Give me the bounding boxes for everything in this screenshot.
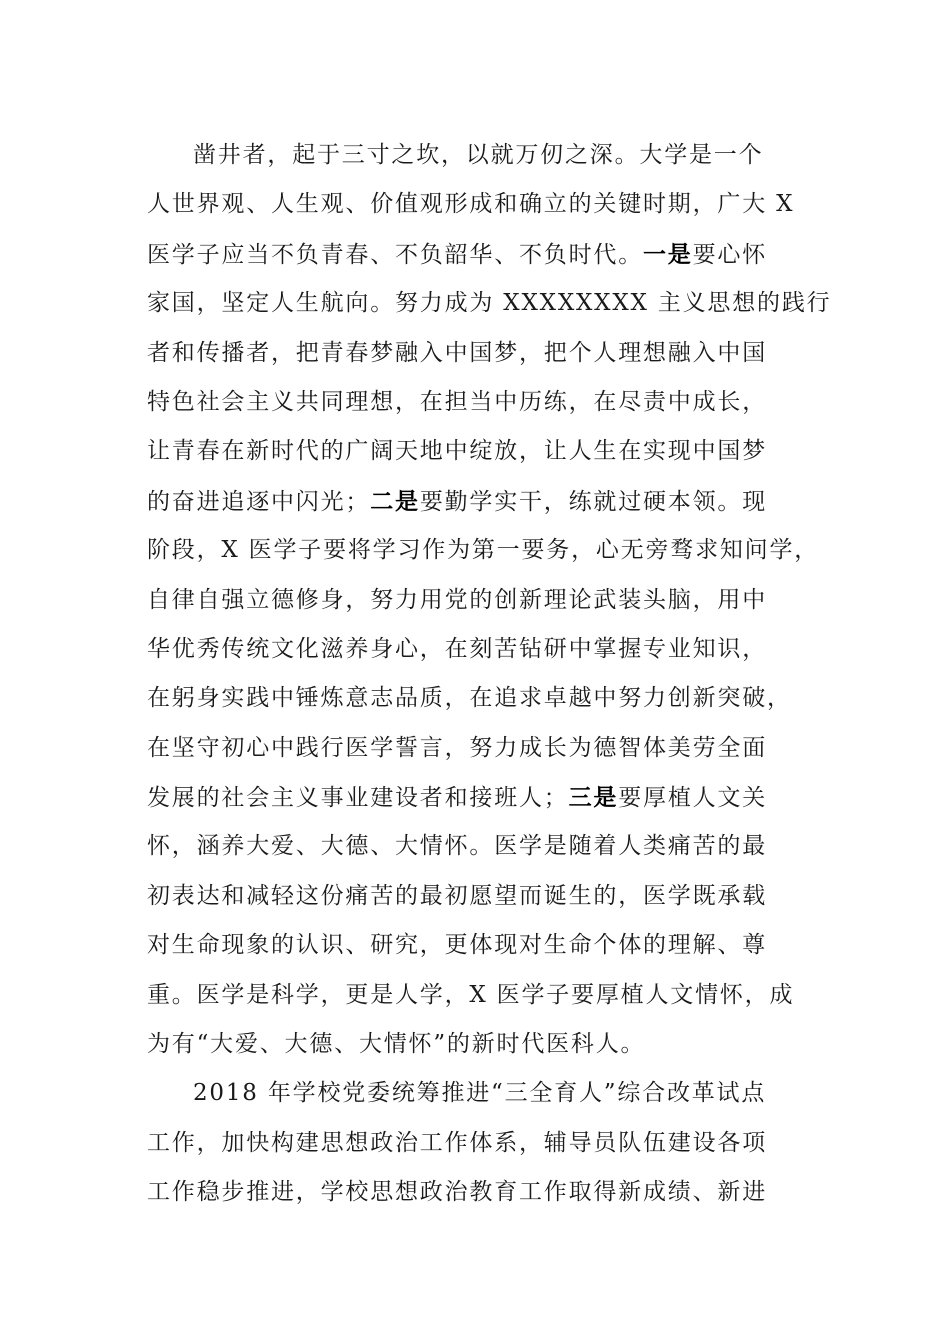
- emphasis-first: 一是: [643, 240, 693, 268]
- text-line: 工作稳步推进，学校思想政治教育工作取得新成绩、新进: [147, 1179, 767, 1206]
- text-line: 者和传播者，把青春梦融入中国梦，把个人理想融入中国: [147, 339, 767, 366]
- text-line: 在坚守初心中践行医学誓言，努力成长为德智体美劳全面: [147, 734, 767, 761]
- text-line: 为有“大爱、大德、大情怀”的新时代医科人。: [147, 1031, 646, 1058]
- text-line: 对生命现象的认识、研究，更体现对生命个体的理解、尊: [147, 932, 767, 959]
- text-line: 在躬身实践中锤炼意志品质，在追求卓越中努力创新突破，: [147, 685, 792, 712]
- text-span: 的奋进追逐中闪光；: [147, 488, 371, 515]
- text-span: 医学子应当不负青春、不负韶华、不负时代。: [147, 241, 643, 268]
- body-text: [147, 131, 832, 1218]
- text-line: [147, 477, 817, 526]
- emphasis-third: 三是: [568, 784, 619, 812]
- paragraph-1: [147, 131, 832, 1069]
- text-line: 让青春在新时代的广阔天地中绽放，让人生在实现中国梦: [147, 438, 767, 465]
- text-line: 重。医学是科学，更是人学，X 医学子要厚植人文情怀，成: [147, 981, 795, 1008]
- text-line: 怀，涵养大爱、大德、大情怀。医学是随着人类痛苦的最: [147, 833, 767, 860]
- text-span: 要心怀: [692, 241, 768, 268]
- emphasis-second: 二是: [370, 487, 420, 515]
- text-line: 工作，加快构建思想政治工作体系，辅导员队伍建设各项: [147, 1129, 767, 1156]
- text-line: 自律自强立德修身，努力用党的创新理论武装头脑，用中: [147, 586, 767, 613]
- text-line: [147, 773, 817, 822]
- text-span: 要厚植人文关: [618, 785, 768, 812]
- text-span: 发展的社会主义事业建设者和接班人；: [147, 785, 569, 812]
- text-line: 凿井者，起于三寸之坎，以就万仞之深。大学是一个: [193, 142, 764, 168]
- text-line: 华优秀传统文化滋养身心，在刻苦钻研中掌握专业知识，: [147, 635, 767, 662]
- text-line: 特色社会主义共同理想，在担当中历练，在尽责中成长，: [147, 388, 767, 415]
- text-line: [147, 230, 817, 279]
- text-line: 阶段，X 医学子要将学习作为第一要务，心无旁骛求知问学，: [147, 537, 820, 564]
- text-span: 要勤学实干，练就过硬本领。现: [419, 488, 768, 515]
- text-line: 2018 年学校党委统筹推进“三全育人”综合改革试点: [193, 1080, 767, 1107]
- paragraph-2: [147, 1069, 817, 1217]
- text-line: 家国，坚定人生航向。努力成为 XXXXXXXX 主义思想的践行: [147, 290, 832, 317]
- text-line: 初表达和减轻这份痛苦的最初愿望而诞生的，医学既承载: [147, 882, 767, 909]
- text-line: 人世界观、人生观、价值观形成和确立的关键时期，广大 X: [147, 191, 795, 218]
